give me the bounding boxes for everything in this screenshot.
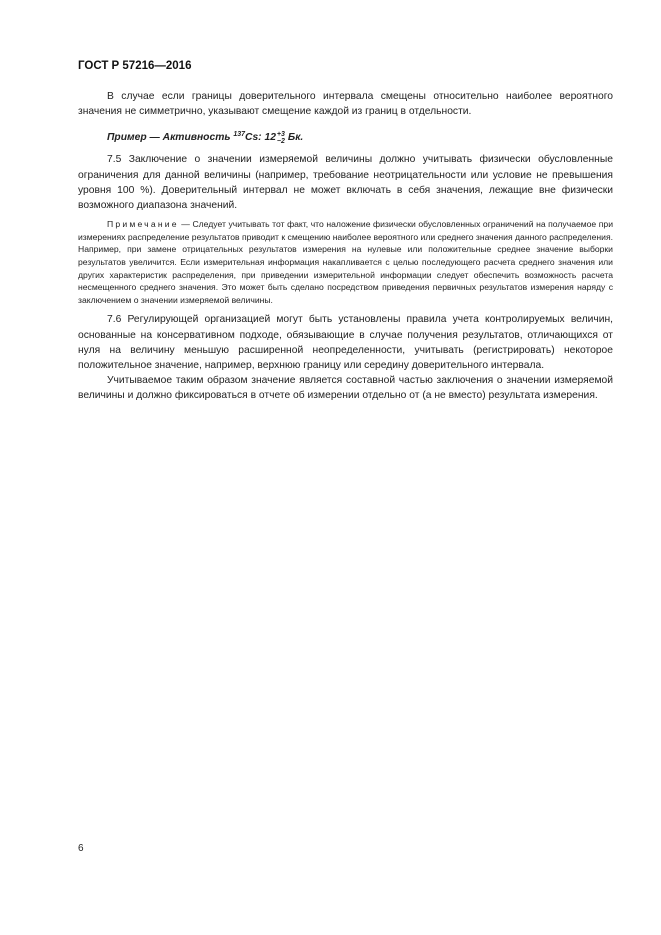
paragraph-7-6: 7.6 Регулирующей организацией могут быть установлены правила учета контролируемых величин, основанные на консервативном подходе, обязывающие в случае получения результатов, отличающихся от нуля на величину меньшую расширенной неопределенности, учитывать (регистрировать) некоторое положительное значение, например, верхнюю границу или середину доверительного интервала. <box>78 314 613 371</box>
paragraph-asymmetric-interval: В случае если границы доверительного интервала смещены относительно наиболее вероятного значения не симметрично, указывают смещение каждой из границ в отдельности. <box>78 91 613 118</box>
note <box>78 218 613 306</box>
document-body <box>78 89 613 404</box>
isotope-value: Cs: 12 <box>245 132 276 144</box>
lower-bound: −2 <box>276 137 285 145</box>
isotope-mass: 137 <box>233 131 246 139</box>
example-unit: Бк. <box>287 132 304 144</box>
note-text: — Следует учитывать тот факт, что наложение физически обусловленных ограничений на получаемое при измерениях распределение результатов приводит к смещению наиболее вероятного или среднего значения данного распределения. Например, при замене отрицательных результатов измерения на нулевые или положительные среднее значение выборки результатов увеличится. Если измерительная информация накапливается с целью последующего расчета среднего значения или других характеристик распределения, при приведении измерительной информации следует обеспечить возможность расчета несмещенного среднего значения. Это может быть сделано посредством приведения первичных результатов измерения наряду с заключением о значении измеряемой величины. <box>78 219 613 305</box>
document-header: ГОСТ Р 57216—2016 <box>78 60 192 72</box>
uncertainty-bounds <box>277 131 285 145</box>
paragraph-7-5: 7.5 Заключение о значении измеряемой величины должно учитывать физически обусловленные ограничения для данной величины (например, требование неотрицательности или условие не превышения уровня 100 %). Доверительный интервал не может включать в себя значения, лежащие вне физически возможного диапазона значений. <box>78 154 613 212</box>
upper-bound: +3 <box>276 130 285 138</box>
page-number: 6 <box>78 843 84 854</box>
example-prefix: Пример — Активность <box>107 132 234 144</box>
example-activity <box>78 127 613 145</box>
paragraph-registered-value: Учитываемое таким образом значение является составной частью заключения о значении измеряемой величины и должно фиксироваться в отчете об измерении отдельно от (а не вместо) результата измерения. <box>78 375 613 402</box>
note-label: Примечание <box>107 219 179 230</box>
